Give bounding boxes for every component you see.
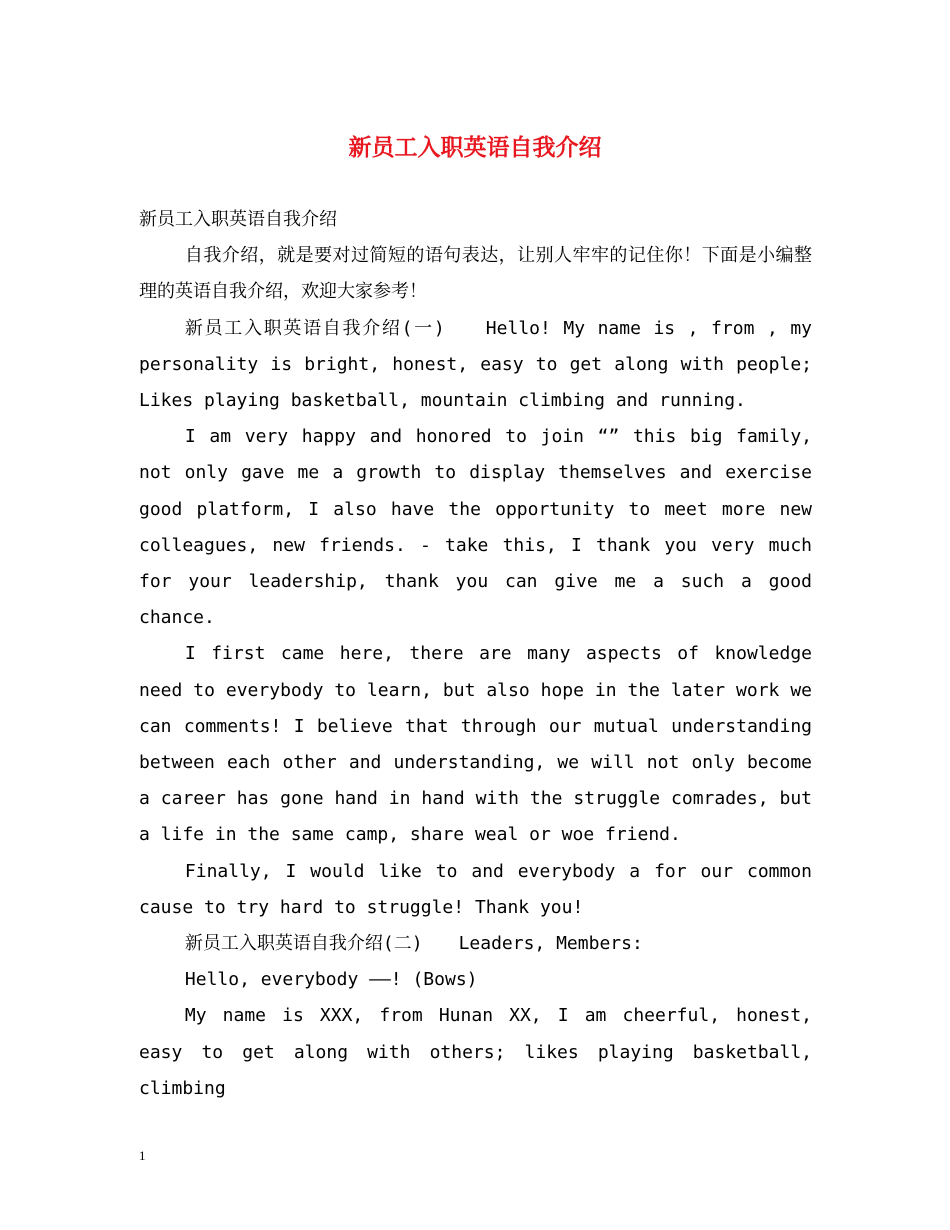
document-body bbox=[139, 202, 812, 1107]
document-title: 新员工入职英语自我介绍 bbox=[348, 134, 602, 161]
body-paragraph: My name is XXX, from Hunan XX, I am cheerful, honest, easy to get along with others; likes playing basketball, climbing bbox=[139, 1005, 812, 1099]
section-heading: 新员工入职英语自我介绍 bbox=[139, 209, 337, 230]
body-paragraph: I am very happy and honored to join “” this big family, not only gave me a growth to display themselves and exercise good platform, I also have the opportunity to meet more new colleagues, new friends. - take this, I thank you very much for your leadership, thank you can give me a such a good chance. bbox=[139, 426, 812, 629]
body-paragraph: 新员工入职英语自我介绍(一) Hello! My name is , from , my personality is bright, honest, easy to get along with people; Likes playing basketball, mountain climbing and running. bbox=[139, 317, 812, 412]
page-number: 1 bbox=[139, 1148, 146, 1163]
intro-paragraph: 自我介绍，就是要对过简短的语句表达，让别人牢牢的记住你！下面是小编整理的英语自我介绍，欢迎大家参考！ bbox=[139, 245, 812, 303]
body-paragraph: I first came here, there are many aspects of knowledge need to everybody to learn, but also hope in the later work we can comments! I believe that through our mutual understanding between each other and understanding, we will not only become a career has gone hand in hand with the struggle comrades, but a life in the same camp, share weal or woe friend. bbox=[139, 643, 812, 846]
body-paragraph: 新员工入职英语自我介绍(二) Leaders, Members: bbox=[184, 933, 643, 955]
body-paragraph: Finally, I would like to and everybody a for our common cause to try hard to struggle! Thank you! bbox=[139, 860, 812, 918]
body-paragraph: Hello, everybody ——! (Bows) bbox=[184, 969, 478, 991]
